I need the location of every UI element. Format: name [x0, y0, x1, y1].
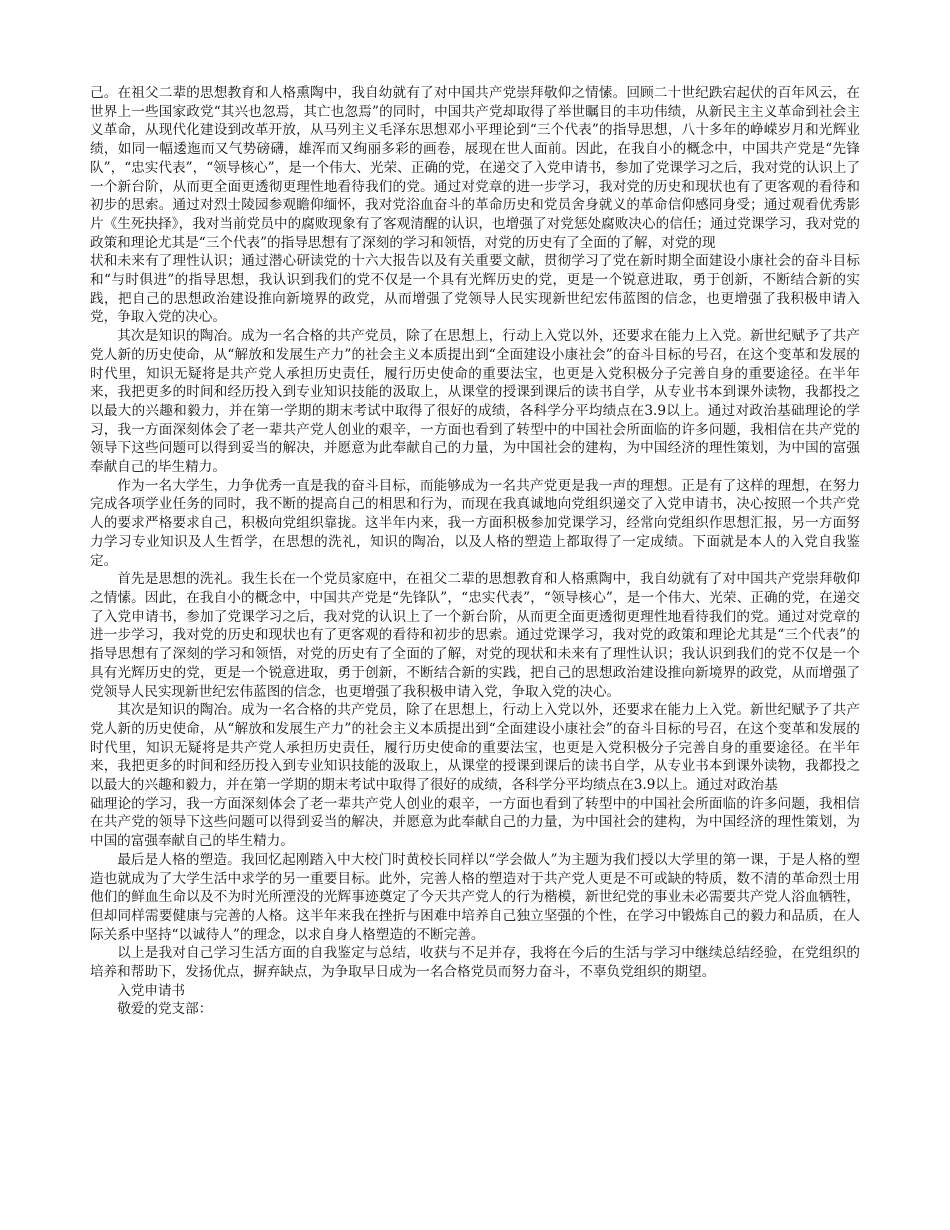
paragraph-9: 以上是我对自己学习生活方面的自我鉴定与总结，收获与不足并存，我将在今后的生活与学习中继续总结经验，在党组织的培养和帮助下，发扬优点，摒弃缺点，为争取早日成为一名合格党员而努力奋斗，不辜负党组织的期望。	[90, 945, 860, 981]
salutation: 敬爱的党支部：	[117, 1001, 213, 1018]
paragraph-3: 其次是知识的陶冶。成为一名合格的共产党员，除了在思想上，行动上入党以外，还要求在能力上入党。新世纪赋予了共产党人新的历史使命，从“解放和发展生产力”的社会主义本质提出到“全面建设小康社会”的奋斗目标的号召，在这个变革和发展的时代里，知识无疑将是共产党人承担历史责任，履行历史使命的重要法宝，也更是入党积极分子完善自身的重要途径。在半年来，我把更多的时间和经历投入到专业知识技能的汲取上，从课堂的授课到课后的读书自学，从专业书本到课外读物，我都投之以最大的兴趣和毅力，并在第一学期的期末考试中取得了很好的成绩，各科学分平均绩点在3.9以上。通过对政治基础理论的学习，我一方面深刻体会了老一辈共产党人创业的艰辛，一方面也看到了转型中的中国社会所面临的许多问题，我相信在共产党的领导下这些问题可以得到妥当的解决，并愿意为此奉献自己的力量，为中国社会的建构，为中国经济的理性策划，为中国的富强奉献自己的毕生精力。	[90, 328, 860, 476]
document-body	[90, 84, 860, 1019]
paragraph-7: 础理论的学习，我一方面深刻体会了老一辈共产党人创业的艰辛，一方面也看到了转型中的中国社会所面临的许多问题，我相信在共产党的领导下这些问题可以得到妥当的解决，并愿意为此奉献自己的力量，为中国社会的建构，为中国经济的理性策划，为中国的富强奉献自己的毕生精力。	[90, 795, 860, 850]
paragraph-6: 其次是知识的陶冶。成为一名合格的共产党员，除了在思想上，行动上入党以外，还要求在能力上入党。新世纪赋予了共产党人新的历史使命，从“解放和发展生产力”的社会主义本质提出到“全面建设小康社会”的奋斗目标的号召，在这个变革和发展的时代里，知识无疑将是共产党人承担历史责任，履行历史使命的重要法宝，也更是入党积极分子完善自身的重要途径。在半年来，我把更多的时间和经历投入到专业知识技能的汲取上，从课堂的授课到课后的读书自学，从专业书本到课外读物，我都投之以最大的兴趣和毅力，并在第一学期的期末考试中取得了很好的成绩，各科学分平均绩点在3.9以上。通过对政治基	[90, 702, 860, 794]
document-title: 入党申请书	[117, 982, 186, 999]
paragraph-2: 状和未来有了理性认识；通过潜心研读党的十六大报告以及有关重要文献，贯彻学习了党在新时期全面建设小康社会的奋斗目标和“与时俱进”的指导思想，我认识到我们的党不仅是一个具有光辉历史的党，更是一个锐意进取，勇于创新，不断结合新的实践，把自己的思想政治建设推向新境界的政党，从而增强了党领导人民实现新世纪宏伟蓝图的信念，也更增强了我积极申请入党，争取入党的决心。	[90, 253, 860, 326]
paragraph-8: 最后是人格的塑造。我回忆起刚踏入中大校门时黄校长同样以“学会做人”为主题为我们授以大学里的第一课，于是人格的塑造也就成为了大学生活中求学的另一重要目标。此外，完善人格的塑造对于共产党人更是不可或缺的特质，数不清的革命烈士用他们的鲜血生命以及不为时光所湮没的光辉事迹奠定了今天共产党人的行为楷模，新世纪党的事业未必需要共产党人浴血牺牲，但却同样需要健康与完善的人格。这半年来我在挫折与困难中培养自己独立坚强的个性，在学习中锻炼自己的毅力和品质，在人际关系中坚持“以诚待人”的理念，以求自身人格塑造的不断完善。	[90, 851, 860, 943]
paragraph-4: 作为一名大学生，力争优秀一直是我的奋斗目标，而能够成为一名共产党更是我一声的理想。正是有了这样的理想，在努力完成各项学业任务的同时，我不断的提高自己的相思和行为，而现在我真诚地向党组织递交了入党申请书，决心按照一个共产党人的要求严格要求自己，积极向党组织靠拢。这半年内来，我一方面积极参加党课学习，经常向党组织作思想汇报，另一方面努力学习专业知识及人生哲学，在思想的洗礼，知识的陶冶，以及人格的塑造上都取得了一定成绩。下面就是本人的入党自我鉴定。	[90, 477, 860, 569]
paragraph-5: 首先是思想的洗礼。我生长在一个党员家庭中，在祖父二辈的思想教育和人格熏陶中，我自幼就有了对中国共产党崇拜敬仰之情愫。因此，在我自小的概念中，中国共产党是“先锋队”，“忠实代表”，“领导核心”，是一个伟大、光荣、正确的党，在递交了入党申请书，参加了党课学习之后，我对党的认识上了一个新台阶，从而更全面更透彻更理性地看待我们的党。通过对党章的进一步学习，我对党的历史和现状也有了更客观的看待和初步的思索。通过党课学习，我对党的政策和理论尤其是“三个代表”的指导思想有了深刻的学习和领悟，对党的历史有了全面的了解，对党的现状和未来有了理性认识；我认识到我们的党不仅是一个具有光辉历史的党，更是一个锐意进取，勇于创新，不断结合新的实践，把自己的思想政治建设推向新境界的政党，从而增强了党领导人民实现新世纪宏伟蓝图的信念，也更增强了我积极申请入党，争取入党的决心。	[90, 571, 860, 700]
paragraph-1: 己。在祖父二辈的思想教育和人格熏陶中，我自幼就有了对中国共产党崇拜敬仰之情愫。回顾二十世纪跌宕起伏的百年风云，在世界上一些国家政党“其兴也忽焉，其亡也忽焉”的同时，中国共产党却取得了举世瞩目的丰功伟绩，从新民主主义革命到社会主义革命，从现代化建设到改革开放，从马列主义毛泽东思想邓小平理论到“三个代表”的指导思想，八十多年的峥嵘岁月和光辉业绩，如同一幅逶迤而又气势磅礴，雄浑而又绚丽多彩的画卷，展现在世人面前。因此，在我自小的概念中，中国共产党是“先锋队”，“忠实代表”，“领导核心”，是一个伟大、光荣、正确的党，在递交了入党申请书，参加了党课学习之后，我对党的认识上了一个新台阶，从而更全面更透彻更理性地看待我们的党。通过对党章的进一步学习，我对党的历史和现状也有了更客观的看待和初步的思索。通过对烈士陵园参观瞻仰缅怀，我对党浴血奋斗的革命历史和党员舍身就义的革命信仰感同身受；通过观看优秀影片《生死抉择》，我对当前党员中的腐败现象有了客观清醒的认识，也增强了对党惩处腐败决心的信任；通过党课学习，我对党的政策和理论尤其是“三个代表”的指导思想有了深刻的学习和领悟，对党的历史有了全面的了解，对党的现	[90, 85, 860, 251]
